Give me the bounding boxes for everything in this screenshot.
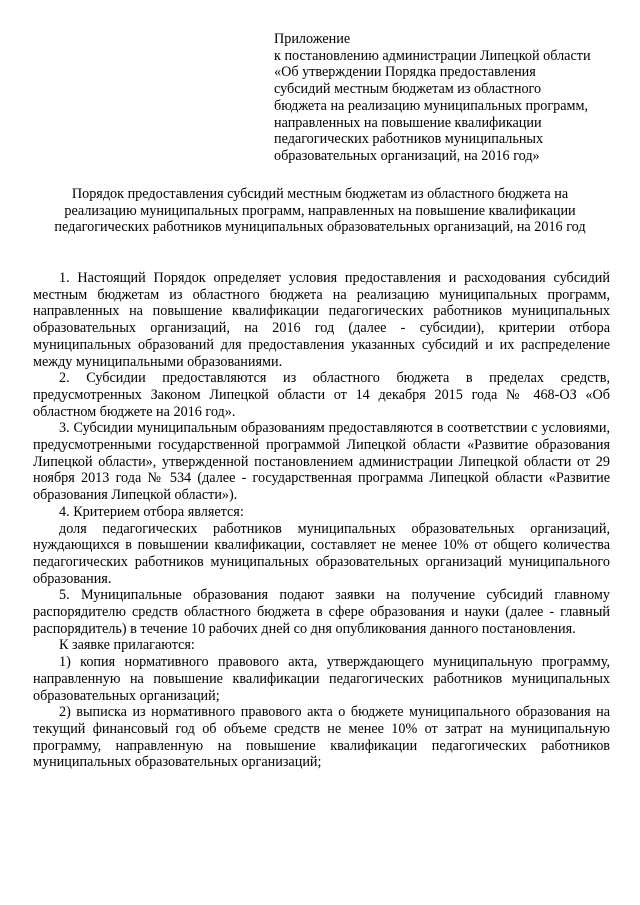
paragraph-attachments-intro: К заявке прилагаются: (59, 637, 195, 654)
appendix-line: педагогических работников муниципальных (274, 131, 544, 148)
paragraph-4: 4. Критерием отбора является: (59, 503, 244, 520)
paragraph-3: 3. Субсидии муниципальным образованиям предоставляются в соответствии с условиями, предусмотренными государственной программой Липецкой области «Развитие образования Липецкой области», утвержденной постановлением администрации Липецкой области от 29 ноября 2013 года № 534 (далее - государственная программа Липецкой области «Развитие образования Липецкой области»). (33, 420, 610, 504)
appendix-line: субсидий местным бюджетам из областного (274, 81, 542, 98)
appendix-line: бюджета на реализацию муниципальных программ, (274, 97, 589, 114)
paragraph-2: 2. Субсидии предоставляются из областного бюджета в пределах средств, предусмотренных Законом Липецкой области от 14 декабря 2015 года № 468-ОЗ «Об областном бюджете на 2016 год». (33, 370, 610, 420)
paragraph-attachment-1: 1) копия нормативного правового акта, утверждающего муниципальную программу, направленную на повышение квалификации педагогических работников муниципальных образовательных организаций; (33, 654, 610, 704)
appendix-line: Приложение (274, 31, 351, 47)
paragraph-4-criterion: доля педагогических работников муниципальных образовательных организаций, нуждающихся в повышении квалификации, составляет не менее 10% от общего количества педагогических работников муниципальных образовательных организаций муниципального образования. (33, 520, 610, 587)
appendix-line: направленных на повышение квалификации (274, 114, 542, 131)
paragraph-5: 5. Муниципальные образования подают заявки на получение субсидий главному распорядителю средств областного бюджета в сфере образования и науки (далее - главный распорядитель) в течение 10 рабочих дней со дня опубликования данного постановления. (33, 587, 610, 637)
document-body (33, 270, 610, 771)
appendix-line: «Об утверждении Порядка предоставления (274, 64, 536, 81)
paragraph-1: 1. Настоящий Порядок определяет условия предоставления и расходования субсидий местным бюджетам из областного бюджета на реализацию муниципальных программ, направленных на повышение квалификации педагогических работников муниципальных образовательных организаций, на 2016 год (далее - субсидии), критерии отбора муниципальных образований для предоставления указанных субсидий и их распределение между муниципальными образованиями. (33, 270, 610, 370)
appendix-line: к постановлению администрации Липецкой области (274, 47, 591, 64)
appendix-header (274, 31, 624, 165)
paragraph-attachment-2: 2) выписка из нормативного правового акта о бюджете муниципального образования на текущий финансовый год об объеме средств не менее 10% от затрат на муниципальную программу, направленную на повышение квалификации педагогических работников муниципальных образовательных организаций; (33, 704, 610, 771)
appendix-line: образовательных организаций, на 2016 год» (274, 147, 540, 164)
document-title: Порядок предоставления субсидий местным бюджетам из областного бюджета на реализацию муниципальных программ, направленных на повышение квалификации педагогических работников муниципальных образовательных организаций, на 2016 год (54, 186, 586, 236)
